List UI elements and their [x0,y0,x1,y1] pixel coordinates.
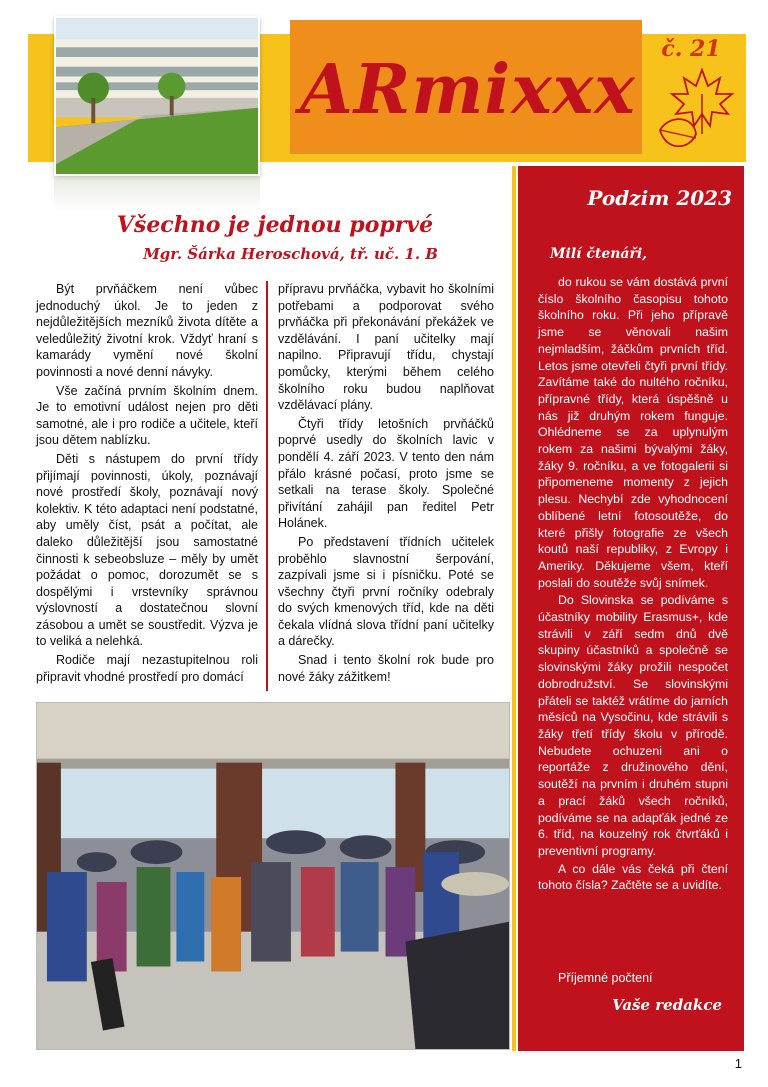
editorial-paragraph: A co dále vás čeká při čtení tohoto čísla? Začtěte se a uvidíte. [538,861,728,893]
autumn-leaves-icon [650,64,736,156]
signature: Vaše redakce [612,996,722,1014]
editorial-paragraph: do rukou se vám dostává první číslo školního časopisu tohoto školního roku. Při jeho přípravě jsme se věnovali našim nejmladším, žáčkům prvních tříd. Letos jsme otevřeli čtyři první třídy. Zavítáme také do nultého ročníku, přípravné třídy, která úspěšně u nás již druhým rokem funguje. Ohlédneme se za uplynulým rokem za našimi bývalými žáky, žáky 9. ročníku, a ve fotogalerii si připomeneme momenty z jejich plesu. Nechybí zde vyhodnocení oblíbené letní fotosoutěže, do které přišly fotografie ze všech koutů naší republiky, z Evropy i Ameriky. Děkujeme všem, kteří poslali do soutěže svůj snímek. [538,275,728,590]
article-paragraph: přípravu prvňáčka, vybavit ho školními potřebami a podporovat svého prvňáčka při překonávání překážek ve vzdělávání. I paní učitelky mají napilno. Připravují třídu, chystají pomůcky, kterými během celého školního roku budou naplňovat vzdělávací plány. [278,282,494,413]
article-paragraph: Rodiče mají nezastupitelnou roli připravit vhodné prostředí pro domácí [36,653,258,684]
school-building-photo [54,16,260,176]
editorial-paragraph: Do Slovinska se podíváme s účastníky mobility Erasmus+, kde strávili v září sedm dnů dvě skupiny účastníků a společně se slovinskými žáky prožili nespočet dobrodružství. Se slovinskými přáteli se taktéž vrátíme do jarních měsíců na Vysočinu, kde strávili s žáky třetí třídy školu v přírodě. Nebudete ochuzeni ani o reportáže z družinového dění, soutěží na prvním i druhém stupni a prací žáků všech ročníků, podíváme se na adapťák jedné ze 6. tříd, na kouzelný rok čtvrťáků i preventivní programy. [538,593,728,858]
article-title: Všechno je jednou poprvé [116,212,434,238]
article-author: Mgr. Šárka Heroschová, tř. uč. 1. B [143,245,438,263]
article-paragraph: Po představení třídních učitelek proběhlo slavnostní šerpování, zazpívali jsme si i písničku. Poté se všechny čtyři první ročníky odebraly do svých kmenových tříd, kde na děti čekala vlídná slova třídní paní učitelky a dárečky. [278,534,494,649]
closing-line: Příjemné počtení [558,971,653,985]
article-paragraph: Děti s nástupem do první třídy přijímají povinnosti, úkoly, poznávají nové prostředí školy, poznávají nový kolektiv. K této adaptaci není podstatné, aby uměly číst, psát a počítat, ale daleko důležitější jsou samostatné činnosti k sebeobsluze – měly by umět požádat o pomoc, dorozumět se s dospělými i vrstevníky správnou výslovností a dostatečnou slovní zásobou a umět se soustředit. Výzva je to veliká a nelehká. [36,451,258,649]
magazine-title: ARmixxx [300,50,636,130]
article-paragraph: Být prvňáčkem není vůbec jednoduchý úkol. Je to jeden z nejdůležitějších mezníků života dítěte a veledůležitý životní krok. Vždyť hraní s kamarády vymění nové školní povinnosti a nové denní návyky. [36,282,258,379]
issue-number: č. 21 [661,36,721,62]
sidebar-accent-strip [512,166,516,1051]
article-paragraph: Čtyři třídy letošních prvňáčků poprvé usedly do školních lavic v pondělí 4. září 2023. V tento den nám přálo krásné počasí, proto jsme se setkali na terase školy. Společné přivítání zahájil pan ředitel Petr Holánek. [278,416,494,531]
first-day-ceremony-photo [36,702,510,1050]
season-heading: Podzim 2023 [587,186,732,210]
greeting: Milí čtenáři, [550,246,648,262]
editorial-sidebar [518,166,744,1051]
article-paragraph: Snad i tento školní rok bude pro nové žáky zážitkem! [278,653,494,684]
column-divider [266,281,268,691]
editorial-text [538,274,728,895]
article-column-1 [36,281,258,687]
page-number: 1 [734,1056,742,1071]
photo-reflection [54,178,260,212]
article-paragraph: Vše začíná prvním školním dnem. Je to emotivní událost nejen pro děti samotné, ale i pro rodiče a učitele, kteří jsou dětem nablízku. [36,383,258,448]
article-column-2 [278,281,494,687]
